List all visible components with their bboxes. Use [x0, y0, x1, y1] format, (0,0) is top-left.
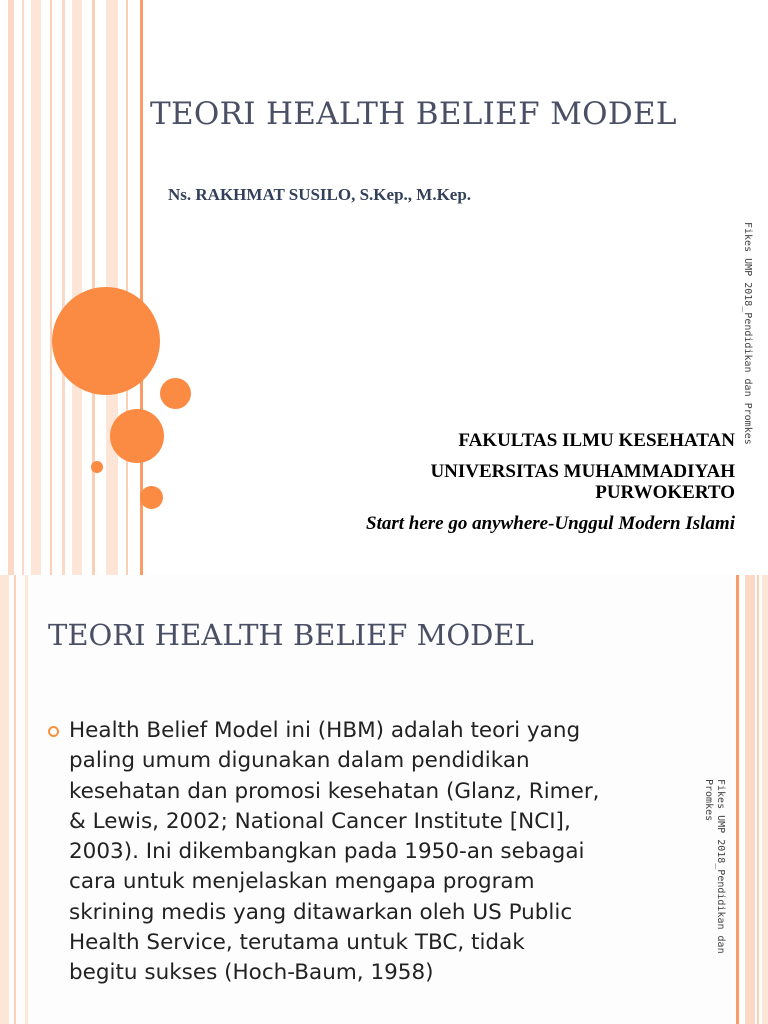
slide-title: TEORI HEALTH BELIEF MODEL	[48, 618, 534, 652]
stripe	[745, 575, 755, 1024]
stripe	[736, 575, 739, 1024]
stripe	[72, 0, 82, 575]
bullet-icon	[48, 726, 59, 737]
institution-university: UNIVERSITAS MUHAMMADIYAH	[430, 461, 735, 482]
slide-title: TEORI HEALTH BELIEF MODEL	[150, 96, 677, 132]
stripe	[31, 0, 41, 575]
stripe	[8, 0, 14, 575]
institution-city: PURWOKERTO	[595, 482, 735, 503]
decor-circle-medium	[110, 409, 164, 463]
side-footer-line: Fikes UMP 2018_Pendidikan dan	[715, 779, 726, 954]
motto: Start here go anywhere-Unggul Modern Islami	[366, 513, 735, 534]
decor-circle-small	[160, 378, 191, 409]
decor-circle-small	[140, 486, 163, 509]
stripe	[14, 575, 16, 1024]
decor-circle-tiny	[91, 461, 103, 473]
stripe	[25, 575, 28, 1024]
stripe	[762, 575, 768, 1024]
author-name: Ns. RAKHMAT SUSILO, S.Kep., M.Kep.	[168, 185, 472, 204]
institution-faculty: FAKULTAS ILMU KESEHATAN	[458, 430, 735, 451]
side-footer-line: Promkes	[703, 779, 714, 822]
side-footer-label: Fikes UMP 2018_Pendidikan dan Promkes	[742, 222, 753, 445]
stripe	[62, 0, 65, 575]
stripe	[22, 0, 24, 575]
stripe	[0, 0, 8, 575]
stripe	[0, 575, 9, 1024]
stripe	[757, 575, 759, 1024]
stripe	[50, 0, 52, 575]
side-footer-label	[702, 779, 726, 999]
bullet-text: Health Belief Model ini (HBM) adalah teori yang paling umum digunakan dalam pendidikan kesehatan dan promosi kesehatan (Glanz, Rimer, & Lewis, 2002; National Cancer Institute [NCI], 2003). Ini dikembangkan pada 1950-an sebagai cara untuk menjelaskan mengapa program skrining medis yang ditawarkan oleh US Public Health Service, terutama untuk TBC, tidak begitu sukses (Hoch-Baum, 1958)	[69, 718, 600, 986]
decor-circle-large	[52, 287, 160, 395]
stripe	[126, 0, 128, 575]
